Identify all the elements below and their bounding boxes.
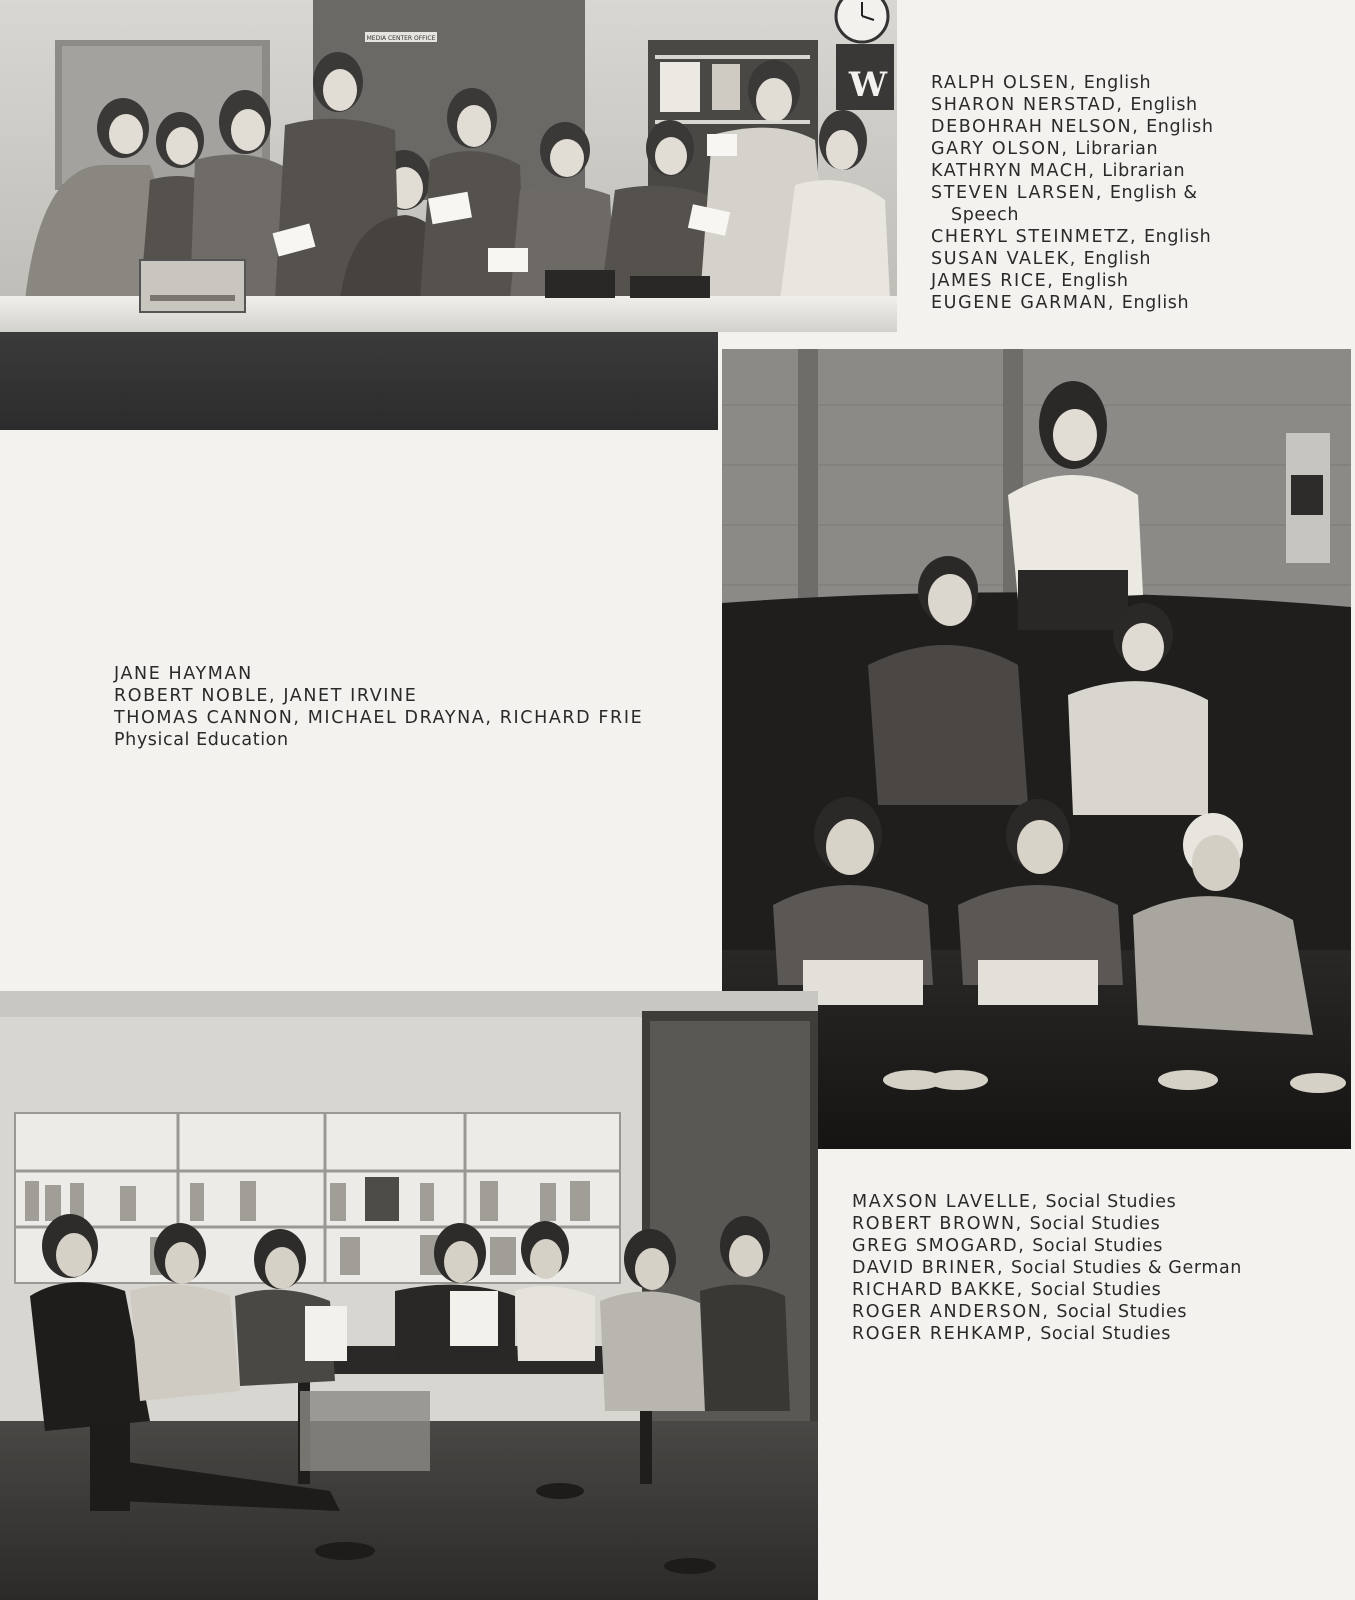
staff-department: English (1083, 249, 1152, 269)
caption-line: GREG SMOGARD, Social Studies (852, 1236, 1163, 1256)
staff-name: ROBERT BROWN (852, 1214, 1016, 1234)
staff-name: CHERYL STEINMETZ (931, 227, 1131, 247)
caption-line: SHARON NERSTAD, English (931, 95, 1198, 115)
staff-department: Librarian (1075, 139, 1159, 159)
staff-name: GARY OLSON (931, 139, 1062, 159)
staff-name: EUGENE GARMAN (931, 293, 1108, 313)
pennant-letter: W (848, 65, 888, 105)
caption-line: GARY OLSON, Librarian (931, 139, 1159, 159)
staff-department: Social Studies (1040, 1324, 1171, 1344)
staff-name: ROGER ANDERSON (852, 1302, 1043, 1322)
english-staff-photo (0, 0, 897, 332)
english-staff-caption (931, 72, 1214, 314)
staff-department: Social Studies (1032, 1236, 1163, 1256)
physical-education-caption (114, 663, 643, 751)
phys-ed-department: Physical Education (114, 730, 289, 750)
staff-name: ROGER REHKAMP (852, 1324, 1027, 1344)
staff-department: English & (1109, 183, 1198, 203)
staff-name: DEBOHRAH NELSON (931, 117, 1133, 137)
staff-department: Social Studies (1030, 1280, 1162, 1300)
staff-name: RALPH OLSEN (931, 73, 1070, 93)
caption-line: RALPH OLSEN, English (931, 73, 1152, 93)
staff-department: Social Studies (1045, 1192, 1177, 1212)
caption-line: RICHARD BAKKE, Social Studies (852, 1280, 1162, 1300)
caption-line: DAVID BRINER, Social Studies & German (852, 1258, 1242, 1278)
social-studies-photo (0, 991, 818, 1600)
staff-name: STEVEN LARSEN (931, 183, 1096, 203)
staff-name: GREG SMOGARD (852, 1236, 1019, 1256)
staff-department: Speech (951, 205, 1020, 225)
staff-name: RICHARD BAKKE (852, 1280, 1017, 1300)
staff-name: KATHRYN MACH (931, 161, 1089, 181)
phys-ed-line-1: JANE HAYMAN (114, 664, 253, 684)
caption-line: DEBOHRAH NELSON, English (931, 117, 1214, 137)
caption-line: MAXSON LAVELLE, Social Studies (852, 1192, 1177, 1212)
caption-line: SUSAN VALEK, English (931, 249, 1152, 269)
caption-line: KATHRYN MACH, Librarian (931, 161, 1186, 181)
staff-department: English (1130, 95, 1198, 115)
door-sign-text: MEDIA CENTER OFFICE (366, 35, 436, 42)
staff-department: Librarian (1102, 161, 1186, 181)
phys-ed-line-2: ROBERT NOBLE, JANET IRVINE (114, 686, 418, 706)
caption-line: STEVEN LARSEN, English & (931, 183, 1198, 203)
staff-department: English (1121, 293, 1190, 313)
staff-department: English (1143, 227, 1212, 247)
caption-line: EUGENE GARMAN, English (931, 293, 1190, 313)
staff-department: English (1061, 271, 1129, 291)
caption-line: ROGER ANDERSON, Social Studies (852, 1302, 1188, 1322)
staff-name: DAVID BRINER (852, 1258, 998, 1278)
staff-department: Social Studies & German (1010, 1258, 1242, 1278)
caption-continuation-line (931, 204, 1214, 226)
staff-department: English (1146, 117, 1214, 137)
caption-line: JAMES RICE, English (931, 271, 1129, 291)
staff-name: MAXSON LAVELLE (852, 1192, 1032, 1212)
staff-department: English (1083, 73, 1152, 93)
staff-department: Social Studies (1029, 1214, 1161, 1234)
staff-department: Social Studies (1056, 1302, 1188, 1322)
caption-line: CHERYL STEINMETZ, English (931, 227, 1212, 247)
social-studies-caption (852, 1191, 1242, 1345)
caption-line: ROBERT BROWN, Social Studies (852, 1214, 1161, 1234)
staff-name: SHARON NERSTAD (931, 95, 1117, 115)
photo-divider-band (0, 332, 718, 430)
caption-line: ROGER REHKAMP, Social Studies (852, 1324, 1171, 1344)
staff-name: SUSAN VALEK (931, 249, 1070, 269)
staff-name: JAMES RICE (931, 271, 1048, 291)
phys-ed-line-3: THOMAS CANNON, MICHAEL DRAYNA, RICHARD FRIE (114, 708, 644, 728)
